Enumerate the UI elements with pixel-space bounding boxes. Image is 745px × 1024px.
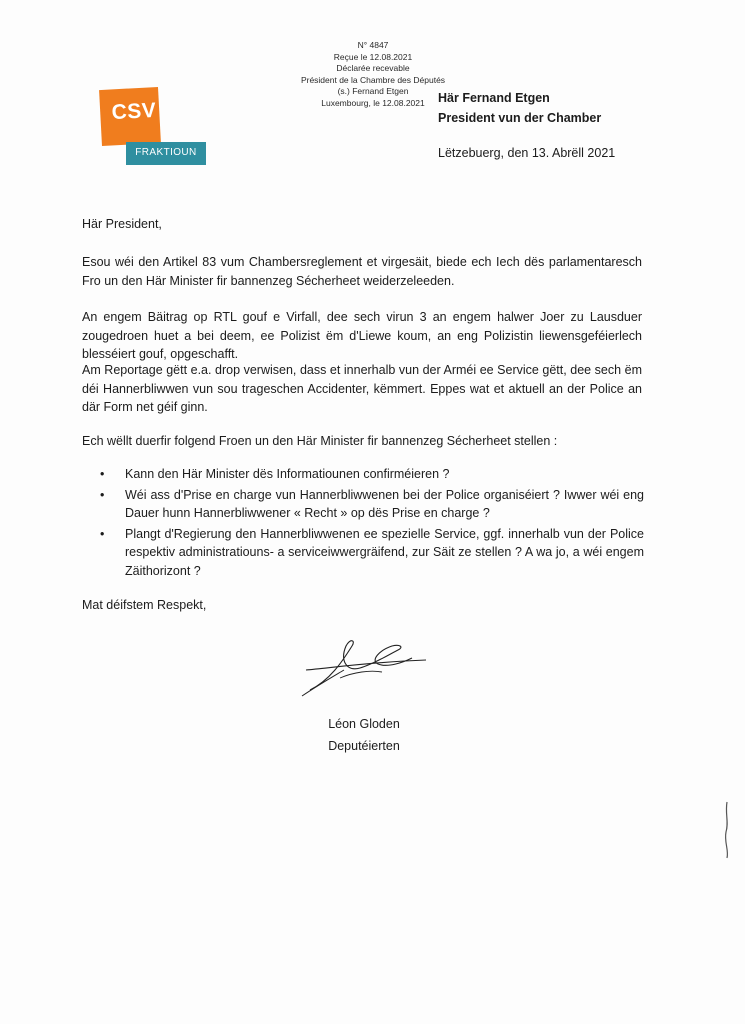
letter-date: Lëtzebuerg, den 13. Abrëll 2021	[438, 146, 616, 160]
list-item	[100, 486, 644, 523]
question-list	[100, 465, 644, 582]
salutation: Här President,	[82, 217, 162, 231]
stamp-number: N° 4847	[357, 40, 389, 50]
list-item	[100, 465, 644, 484]
paragraph-intro: Esou wéi den Artikel 83 vum Chambersreglement et virgesäit, biede ech Iech dës parlamentaresch Fro un den Här Minister fir bannenzeg Sécherheet weiderzeleeden.	[82, 255, 642, 288]
stamp-admissible: Déclarée recevable	[336, 63, 410, 74]
bullet-icon: •	[100, 467, 105, 481]
question-text: Plangt d'Regierung den Hannerbliwwenen ee spezielle Service, ggf. innerhalb vun der Police respektiv administratiouns- a serviceiwwergräifend, zur Säit ze stellen ? A wa jo, a wéi engem Zäithorizont ?	[125, 526, 644, 578]
paragraph-service: Am Reportage gëtt e.a. drop verwisen, dass et innerhalb vun der Arméi ee Service gëtt, dee sech ëm déi Hannerbliwwen vun sou trageschen Accidenter, këmmert. Eppes wat et aktuell an der Police an där Form net géif ginn.	[82, 363, 642, 414]
bullet-icon: •	[100, 526, 105, 541]
stamp-place-date: Luxembourg, le 12.08.2021	[321, 97, 425, 108]
paragraph-report: An engem Bäitrag op RTL gouf e Virfall, dee sech virun 3 an engem halwer Joer zu Lausduer zougedroen huet a bei deem, ee Polizist ëm d'Liewe koum, an eng Polizistin liewensgeféierlech blesséiert gouf, opgeschafft.	[82, 310, 642, 361]
question-text: Wéi ass d'Prise en charge vun Hannerbliwwenen bei der Police organiséiert ? Iwwer wéi eng Dauer hunn Hannerbliwwener « Recht » op dës Prise en charge ?	[125, 487, 644, 520]
recipient-name: Här Fernand Etgen	[438, 91, 550, 105]
list-item	[100, 525, 644, 581]
question-text: Kann den Här Minister dës Informatiounen confirméieren ?	[125, 467, 450, 481]
signer-name: Léon Gloden	[328, 717, 400, 731]
paragraph-questions-intro: Ech wëllt duerfir folgend Froen un den Här Minister fir bannenzeg Sécherheet stellen :	[82, 434, 558, 448]
recipient-block	[438, 88, 601, 128]
signer-role: Deputéierten	[328, 739, 400, 753]
scan-edge-mark	[721, 800, 733, 860]
logo-csv-text: CSV	[111, 98, 157, 125]
signer-block	[316, 713, 412, 757]
recipient-title: President vun der Chamber	[438, 111, 602, 125]
handwritten-signature	[300, 632, 430, 700]
closing-formula: Mat déifstem Respekt,	[82, 598, 207, 612]
stamp-signed: (s.) Fernand Etgen	[337, 86, 409, 97]
stamp-president: Président de la Chambre des Députés	[300, 74, 446, 85]
stamp-received: Reçue le 12.08.2021	[333, 51, 413, 62]
bullet-icon: •	[100, 487, 105, 502]
logo-fraktioun-text: FRAKTIOUN	[135, 147, 197, 158]
